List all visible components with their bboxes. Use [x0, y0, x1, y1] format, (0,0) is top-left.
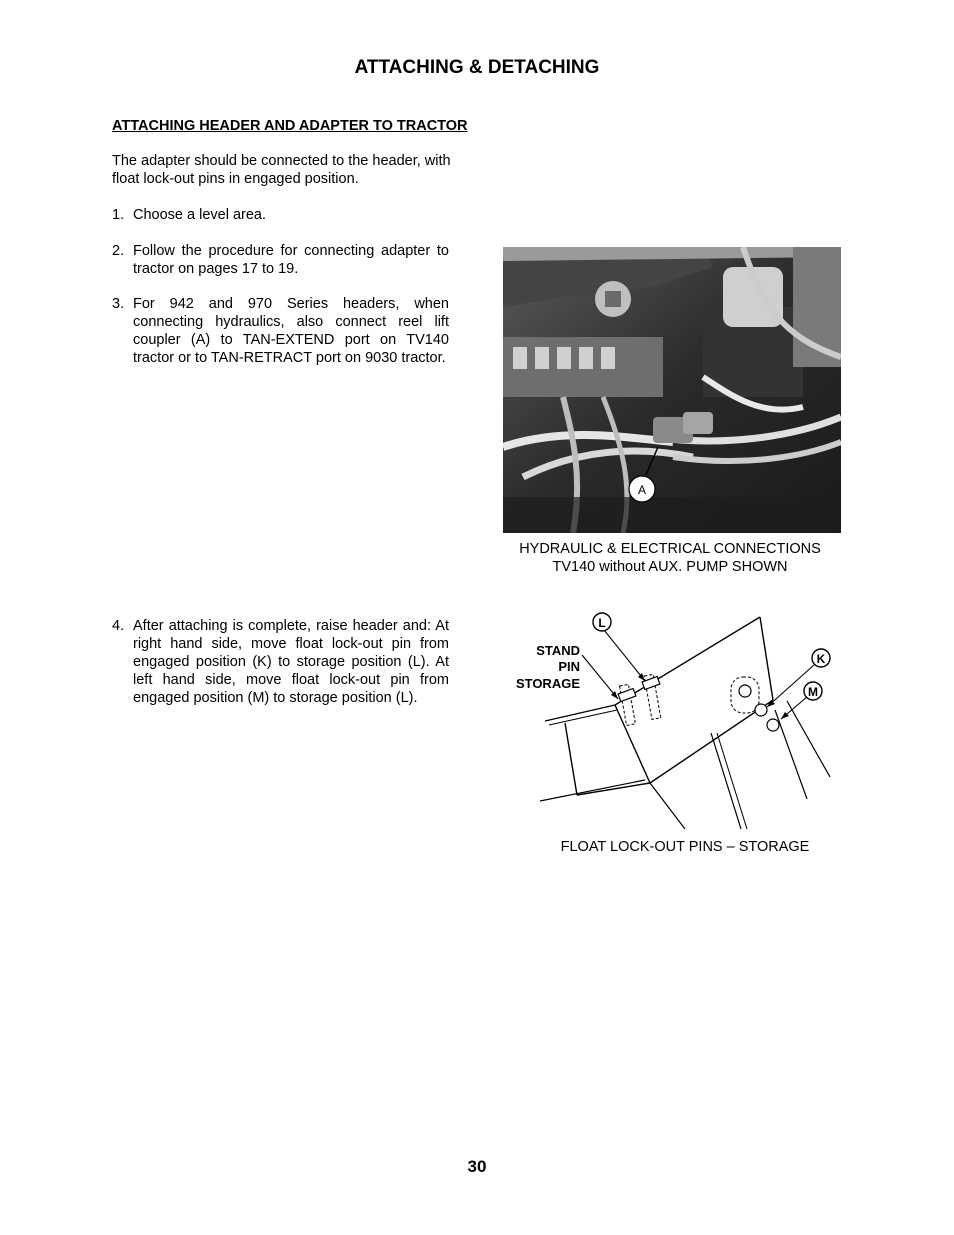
section-heading: ATTACHING HEADER AND ADAPTER TO TRACTOR — [112, 118, 468, 134]
callout-m-label: M — [808, 685, 818, 699]
figure1-caption — [480, 540, 860, 576]
storage-label: STORAGE — [515, 676, 580, 691]
step-text: Follow the procedure for connecting adapter to tractor on pages 17 to 19. — [133, 243, 449, 277]
hydraulic-connections-photo — [503, 247, 841, 533]
step-number: 2. — [112, 243, 125, 259]
step-number: 3. — [112, 296, 125, 312]
step-4 — [112, 617, 449, 707]
stand-label: STAND — [536, 643, 580, 658]
figure1-caption-line2: TV140 without AUX. PUMP SHOWN — [552, 559, 788, 575]
step-1 — [112, 206, 449, 224]
figure1-caption-line1: HYDRAULIC & ELECTRICAL CONNECTIONS — [519, 541, 821, 557]
step-number: 1. — [112, 207, 125, 223]
callout-l-label: L — [598, 616, 606, 630]
step-number: 4. — [112, 618, 125, 634]
step-text: After attaching is complete, raise header and: At right hand side, move float lock-out pin from engaged position (K) to storage position (L). At left hand side, move float lock-out pin from engaged position (M) to storage position (L). — [133, 618, 449, 706]
callout-k-label: K — [816, 652, 826, 666]
page-title: ATTACHING & DETACHING — [354, 57, 600, 78]
step-3 — [112, 295, 449, 367]
step-text: Choose a level area. — [133, 207, 266, 223]
step-text: For 942 and 970 Series headers, when connecting hydraulics, also connect reel lift coupler (A) to TAN-EXTEND port on TV140 tractor or to TAN-RETRACT port on 9030 tractor. — [133, 296, 449, 366]
callout-a-label: A — [637, 483, 647, 497]
figure2-caption: FLOAT LOCK-OUT PINS – STORAGE — [560, 839, 810, 855]
float-lockout-pins-diagram — [505, 605, 840, 837]
intro-paragraph: The adapter should be connected to the header, with float lock-out pins in engaged position. — [112, 153, 451, 187]
pin-label: PIN — [558, 659, 580, 674]
step-2 — [112, 242, 449, 278]
page-number: 30 — [467, 1157, 487, 1176]
